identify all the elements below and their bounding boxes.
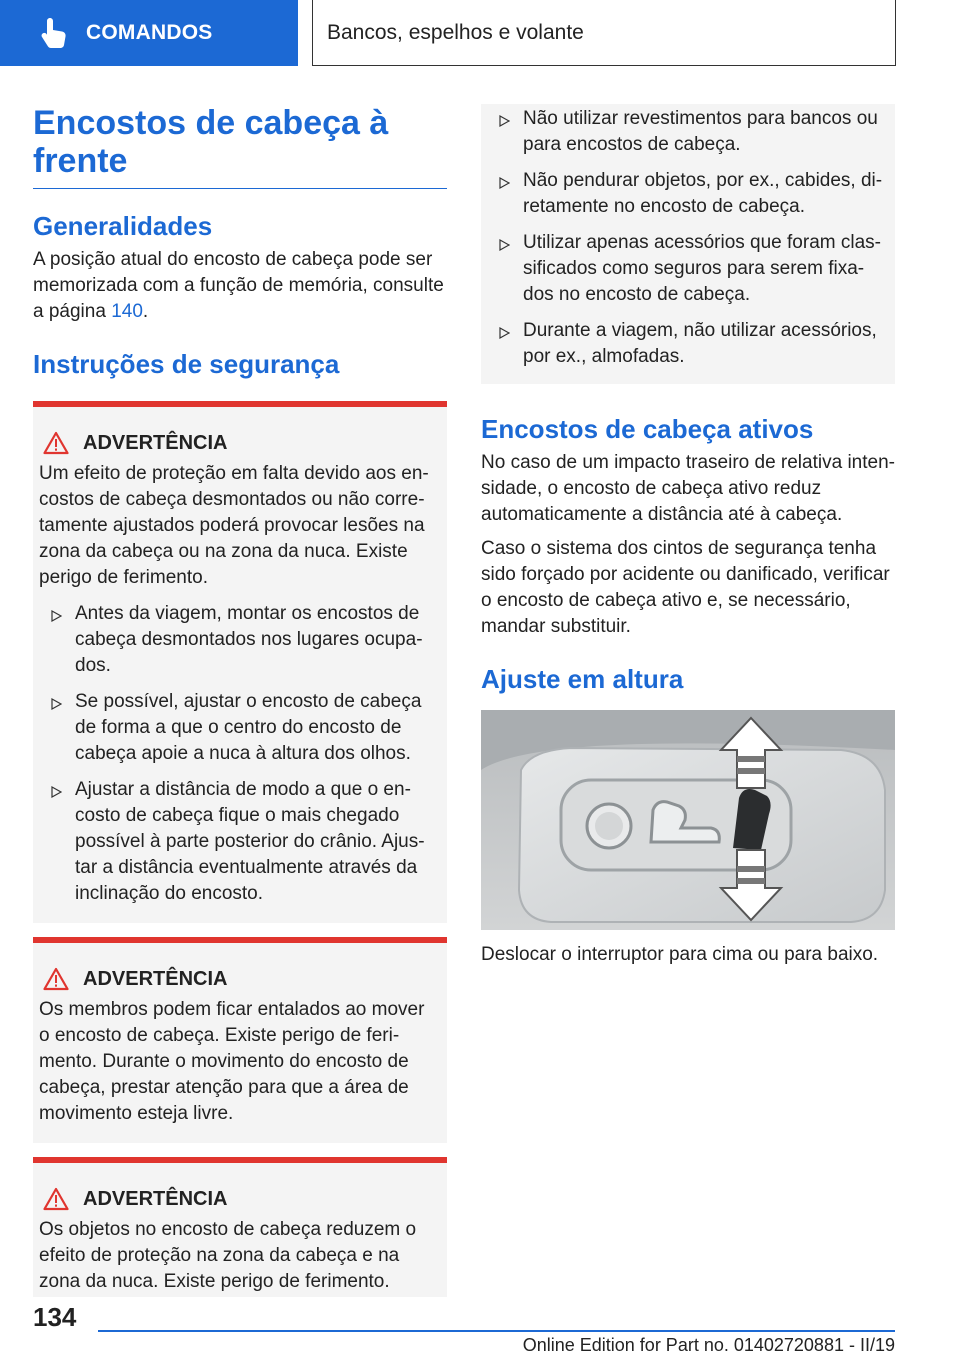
general-text-before: A posição atual do encosto de cabeça pode ser memorizada com a função de memória, consulte a página: [33, 249, 444, 322]
list-item-text: Durante a viagem, não utilizar acessórios, por ex., almofadas.: [523, 320, 877, 367]
triangle-bullet-icon: [51, 698, 62, 710]
page-number: 134: [33, 1302, 77, 1332]
warning-box-3: [33, 1157, 447, 1297]
warning-triangle-icon: [43, 431, 69, 455]
chapter-label: COMANDOS: [86, 21, 213, 44]
list-item-text: Não pendurar objetos, por ex., cabides, diretamente no encosto de cabeça.: [523, 170, 883, 217]
section-title-box: [312, 0, 896, 66]
list-item: [39, 777, 439, 907]
list-item: [487, 168, 885, 220]
height-adjust-heading: Ajuste em altura: [481, 664, 684, 694]
warning-header: [39, 431, 439, 455]
page-link-140[interactable]: 140: [111, 301, 143, 322]
seat-switch-illustration: [481, 710, 895, 930]
warning-text: Os membros podem ficar entalados ao mover o encosto de cabeça. Existe perigo de ferimento. Durante o movimento do encosto de cabeça, prestar atenção para que a área de movimento esteja livre.: [39, 999, 425, 1124]
warning-text: Os objetos no encosto de cabeça reduzem o efeito de proteção na zona da cabeça e na zona da nuca. Existe perigo de ferimento.: [39, 1219, 417, 1292]
warning-triangle-icon: [43, 967, 69, 991]
pointing-hand-icon: [34, 13, 74, 53]
list-item: [487, 230, 885, 308]
tips-list: [487, 106, 885, 370]
warning-triangle-icon: [43, 1187, 69, 1211]
warning-box-1: [33, 401, 447, 923]
general-text-after: .: [142, 301, 149, 322]
warning-title: ADVERTÊNCIA: [83, 967, 228, 990]
triangle-bullet-icon: [499, 327, 510, 339]
tips-box: [481, 104, 895, 384]
warning-box-2: [33, 937, 447, 1143]
list-item: [39, 601, 439, 679]
warning-title: ADVERTÊNCIA: [83, 1187, 228, 1210]
general-heading: Generalidades: [33, 211, 213, 241]
warning-list: [39, 601, 439, 907]
safety-heading: Instruções de segurança: [33, 349, 340, 379]
list-item-text: Não utilizar revestimentos para bancos ou para encostos de cabeça.: [523, 108, 878, 155]
active-text-1: No caso de um impacto traseiro de relativa intensidade, o encosto de cabeça ativo reduz automaticamente a distância até à cabeça.: [481, 452, 895, 525]
general-text: [33, 247, 447, 325]
list-item-text: Ajustar a distância de modo a que o encosto de cabeça fique o mais chegado possível à parte posterior do crânio. Ajustar a distância eventualmente através da inclinação do encosto.: [75, 779, 425, 904]
seat-switch-photo: [481, 710, 895, 930]
triangle-bullet-icon: [499, 177, 510, 189]
warning-text: Um efeito de proteção em falta devido aos encostos de cabeça desmontados ou não corretamente ajustados poderá provocar lesões na zona da cabeça ou na zona da nuca. Existe perigo de ferimento.: [39, 463, 429, 588]
warning-title: ADVERTÊNCIA: [83, 431, 228, 454]
page-header: [0, 0, 960, 66]
triangle-bullet-icon: [51, 786, 62, 798]
footer-edition: Online Edition for Part no. 01402720881 - II/19: [522, 1335, 895, 1355]
list-item-text: Antes da viagem, montar os encostos de cabeça desmontados nos lugares ocupados.: [75, 603, 423, 676]
triangle-bullet-icon: [499, 239, 510, 251]
list-item: [487, 106, 885, 158]
warning-header: [39, 1187, 439, 1211]
page-title: Encostos de cabeça à frente: [33, 104, 447, 189]
triangle-bullet-icon: [499, 115, 510, 127]
chapter-tab[interactable]: [0, 0, 298, 66]
list-item: [39, 689, 439, 767]
image-caption: Deslocar o interruptor para cima ou para baixo.: [481, 944, 879, 965]
active-text-2: Caso o sistema dos cintos de segurança tenha sido forçado por acidente ou danificado, verificar o encosto de cabeça ativo e, se necessário, mandar substituir.: [481, 538, 890, 637]
right-column: [481, 104, 895, 968]
warning-header: [39, 967, 439, 991]
triangle-bullet-icon: [51, 610, 62, 622]
footer-divider: [98, 1330, 895, 1332]
list-item-text: Utilizar apenas acessórios que foram classificados como seguros para serem fixados no encosto de cabeça.: [523, 232, 881, 305]
active-headrest-heading: Encostos de cabeça ativos: [481, 414, 814, 444]
section-title: Bancos, espelhos e volante: [327, 20, 584, 44]
left-column: [33, 104, 447, 1297]
list-item: [487, 318, 885, 370]
list-item-text: Se possível, ajustar o encosto de cabeça de forma a que o centro do encosto de cabeça apoie a nuca à altura dos olhos.: [75, 691, 422, 764]
